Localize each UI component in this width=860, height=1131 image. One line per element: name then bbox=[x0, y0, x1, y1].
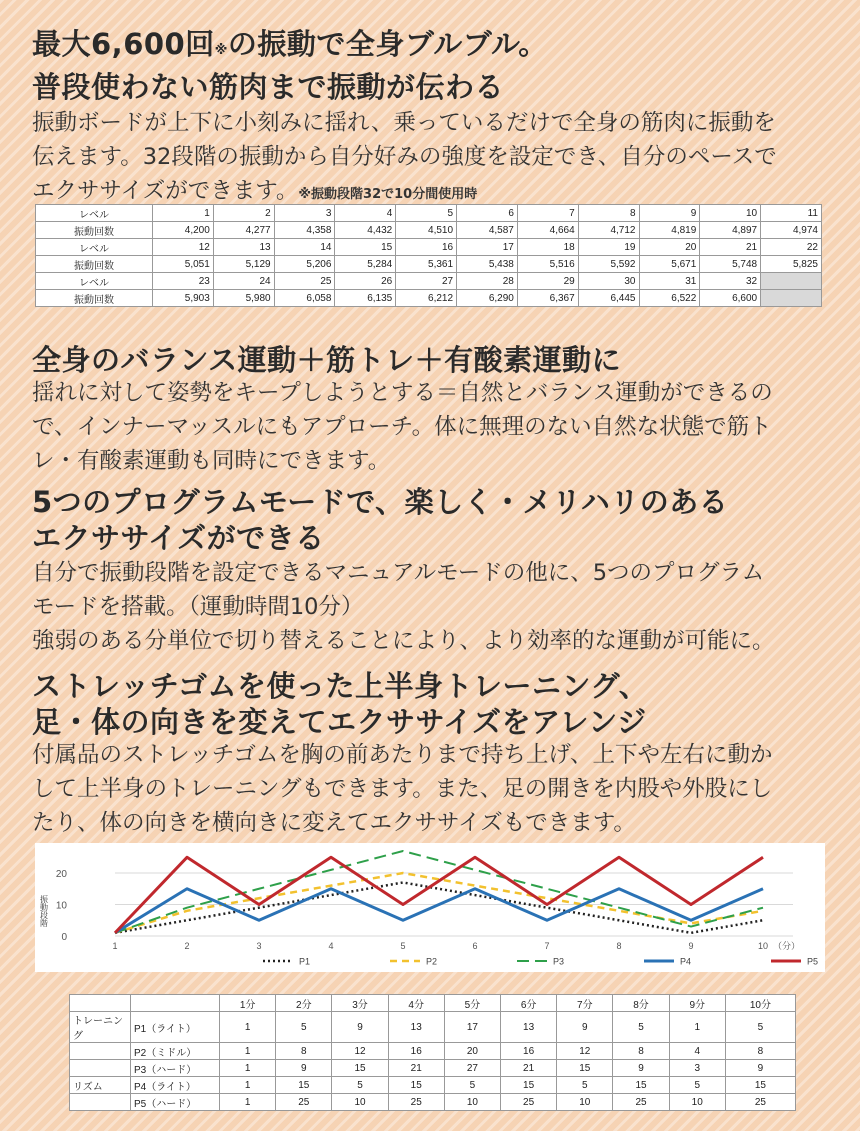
program-value: 21 bbox=[388, 1060, 444, 1077]
program-value: 15 bbox=[501, 1077, 557, 1094]
program-value: 9 bbox=[332, 1012, 388, 1043]
paragraph-balance: 揺れに対して姿勢をキープしようとする＝自然とバランス運動ができるの で、インナーマッスルにもアプローチ。体に無理のない自然な状態で筋ト レ・有酸素運動も同時にできます。 bbox=[32, 380, 773, 474]
level-table-cell: 31 bbox=[639, 273, 700, 290]
level-table-cell: 5,284 bbox=[335, 256, 396, 273]
chart-legend-label: P1 bbox=[299, 956, 311, 967]
level-table-cell: 5 bbox=[396, 205, 457, 222]
program-name: P3（ハード） bbox=[131, 1060, 220, 1077]
heading-stretch-line1: ストレッチゴムを使った上半身トレーニング、 bbox=[32, 669, 649, 703]
program-value: 12 bbox=[332, 1043, 388, 1060]
program-value: 9 bbox=[557, 1012, 613, 1043]
chart-legend-label: P4 bbox=[680, 956, 692, 967]
chart-series-line-p3 bbox=[115, 851, 763, 933]
heading-stretch-line2: 足・体の向きを変えてエクササイズをアレンジ bbox=[32, 705, 647, 739]
program-value: 21 bbox=[501, 1060, 557, 1077]
level-table-cell: 26 bbox=[335, 273, 396, 290]
level-table-row-label: レベル bbox=[36, 273, 153, 290]
level-table-cell: 6,522 bbox=[639, 290, 700, 307]
chart-legend-label: P2 bbox=[426, 956, 438, 967]
level-table-cell: 9 bbox=[639, 205, 700, 222]
program-category bbox=[70, 1094, 131, 1111]
level-table-cell: 20 bbox=[639, 239, 700, 256]
program-category: トレーニング bbox=[70, 1012, 131, 1043]
level-table-cell: 4,664 bbox=[517, 222, 578, 239]
level-table-cell bbox=[761, 273, 822, 290]
chart-series-line-p4 bbox=[115, 889, 763, 933]
chart-legend-label: P5 bbox=[807, 956, 819, 967]
level-table-row bbox=[36, 222, 822, 239]
chart-legend-label: P3 bbox=[553, 956, 565, 967]
chart-y-tick-label: 0 bbox=[61, 932, 67, 943]
program-value: 15 bbox=[276, 1077, 332, 1094]
vibration-level-table bbox=[35, 204, 822, 307]
program-name: P4（ライト） bbox=[131, 1077, 220, 1094]
section-vibration bbox=[32, 26, 832, 105]
level-table-cell: 15 bbox=[335, 239, 396, 256]
chart-x-tick-label: 5 bbox=[400, 941, 406, 951]
chart-x-tick-label: 9 bbox=[688, 941, 694, 951]
level-table-cell: 5,903 bbox=[153, 290, 214, 307]
level-table-cell: 12 bbox=[153, 239, 214, 256]
heading-program-line2: エクササイズができる bbox=[32, 521, 325, 555]
level-table-cell: 19 bbox=[578, 239, 639, 256]
level-table-cell: 7 bbox=[517, 205, 578, 222]
level-table-cell: 6,135 bbox=[335, 290, 396, 307]
level-table-row bbox=[36, 239, 822, 256]
program-table-minute: 5分 bbox=[444, 995, 500, 1012]
program-value: 15 bbox=[388, 1077, 444, 1094]
program-value: 1 bbox=[669, 1012, 725, 1043]
program-table-minute: 1分 bbox=[220, 995, 276, 1012]
chart-y-tick-label: 20 bbox=[55, 869, 67, 881]
level-table-cell: 5,980 bbox=[213, 290, 274, 307]
level-table-cell bbox=[761, 290, 822, 307]
level-table-cell: 5,671 bbox=[639, 256, 700, 273]
program-table-row bbox=[70, 1094, 796, 1111]
program-table-minute: 4分 bbox=[388, 995, 444, 1012]
program-value: 17 bbox=[444, 1012, 500, 1043]
level-table-row bbox=[36, 273, 822, 290]
level-table-cell: 22 bbox=[761, 239, 822, 256]
program-value: 15 bbox=[613, 1077, 669, 1094]
level-table-cell: 6,600 bbox=[700, 290, 761, 307]
program-value: 5 bbox=[444, 1077, 500, 1094]
level-table-cell: 24 bbox=[213, 273, 274, 290]
program-value: 10 bbox=[444, 1094, 500, 1111]
level-table-cell: 4,277 bbox=[213, 222, 274, 239]
program-value: 15 bbox=[725, 1077, 795, 1094]
level-table-cell: 16 bbox=[396, 239, 457, 256]
heading-vibration-line2: 普段使わない筋肉まで振動が伝わる bbox=[32, 70, 505, 104]
chart-y-tick-label: 10 bbox=[55, 900, 67, 912]
section-program bbox=[32, 484, 832, 556]
level-table-row bbox=[36, 290, 822, 307]
level-table-cell: 6,212 bbox=[396, 290, 457, 307]
level-table-cell: 10 bbox=[700, 205, 761, 222]
level-table-cell: 5,206 bbox=[274, 256, 335, 273]
program-table bbox=[69, 994, 796, 1111]
level-table-cell: 4,897 bbox=[700, 222, 761, 239]
level-table-cell: 25 bbox=[274, 273, 335, 290]
level-table-row-label: 振動回数 bbox=[36, 222, 153, 239]
program-table-minute: 7分 bbox=[557, 995, 613, 1012]
chart-y-axis-label: 振動段階 bbox=[39, 895, 49, 927]
program-value: 13 bbox=[501, 1012, 557, 1043]
program-value: 10 bbox=[557, 1094, 613, 1111]
level-table-cell: 5,516 bbox=[517, 256, 578, 273]
program-table-minute: 8分 bbox=[613, 995, 669, 1012]
program-name: P2（ミドル） bbox=[131, 1043, 220, 1060]
chart-series-line-p5 bbox=[115, 857, 763, 933]
program-value: 1 bbox=[220, 1077, 276, 1094]
program-table-header bbox=[70, 995, 796, 1012]
program-value: 16 bbox=[388, 1043, 444, 1060]
level-table-cell: 4,432 bbox=[335, 222, 396, 239]
section-stretch bbox=[32, 668, 832, 740]
program-value: 5 bbox=[669, 1077, 725, 1094]
level-table-cell: 4,200 bbox=[153, 222, 214, 239]
level-table-cell: 27 bbox=[396, 273, 457, 290]
program-value: 8 bbox=[276, 1043, 332, 1060]
level-table-cell: 30 bbox=[578, 273, 639, 290]
level-table-cell: 1 bbox=[153, 205, 214, 222]
level-table-cell: 6,445 bbox=[578, 290, 639, 307]
program-table-row bbox=[70, 1043, 796, 1060]
program-value: 12 bbox=[557, 1043, 613, 1060]
level-table-cell: 18 bbox=[517, 239, 578, 256]
program-table-minute: 2分 bbox=[276, 995, 332, 1012]
program-value: 25 bbox=[276, 1094, 332, 1111]
level-table-cell: 5,748 bbox=[700, 256, 761, 273]
program-value: 1 bbox=[220, 1094, 276, 1111]
level-table-cell: 13 bbox=[213, 239, 274, 256]
program-value: 5 bbox=[725, 1012, 795, 1043]
chart-x-tick-label: 7 bbox=[544, 941, 550, 951]
level-table-cell: 5,361 bbox=[396, 256, 457, 273]
level-table-cell: 17 bbox=[457, 239, 518, 256]
chart-x-tick-label: 10 bbox=[757, 941, 769, 951]
level-table-cell: 4,819 bbox=[639, 222, 700, 239]
level-table-row bbox=[36, 205, 822, 222]
program-value: 16 bbox=[501, 1043, 557, 1060]
chart-x-tick-label: 6 bbox=[472, 941, 478, 951]
level-table-cell: 11 bbox=[761, 205, 822, 222]
level-table-cell: 28 bbox=[457, 273, 518, 290]
program-value: 9 bbox=[276, 1060, 332, 1077]
level-table-cell: 2 bbox=[213, 205, 274, 222]
level-table-cell: 4,587 bbox=[457, 222, 518, 239]
level-table-cell: 6 bbox=[457, 205, 518, 222]
section-balance bbox=[32, 342, 832, 378]
level-table-row-label: レベル bbox=[36, 205, 153, 222]
program-value: 9 bbox=[613, 1060, 669, 1077]
level-table-cell: 6,367 bbox=[517, 290, 578, 307]
level-table-row-label: 振動回数 bbox=[36, 290, 153, 307]
program-value: 15 bbox=[332, 1060, 388, 1077]
chart-x-tick-label: 3 bbox=[256, 941, 262, 951]
heading-vibration-line1: 最大6,600回※の振動で全身ブルブル。 bbox=[32, 27, 548, 61]
program-value: 8 bbox=[725, 1043, 795, 1060]
program-value: 1 bbox=[220, 1060, 276, 1077]
footnote: ※振動段階32で10分間使用時 bbox=[298, 187, 478, 202]
program-category: リズム bbox=[70, 1077, 131, 1094]
chart-x-tick-label: 2 bbox=[184, 941, 190, 951]
program-table-minute: 9分 bbox=[669, 995, 725, 1012]
program-table-blank bbox=[131, 995, 220, 1012]
program-value: 1 bbox=[220, 1043, 276, 1060]
program-value: 4 bbox=[669, 1043, 725, 1060]
program-value: 25 bbox=[725, 1094, 795, 1111]
level-table-cell: 4,712 bbox=[578, 222, 639, 239]
program-value: 8 bbox=[613, 1043, 669, 1060]
level-table-cell: 4,974 bbox=[761, 222, 822, 239]
program-table-minute: 3分 bbox=[332, 995, 388, 1012]
program-value: 20 bbox=[444, 1043, 500, 1060]
level-table-cell: 6,290 bbox=[457, 290, 518, 307]
program-value: 5 bbox=[276, 1012, 332, 1043]
level-table-cell: 14 bbox=[274, 239, 335, 256]
level-table-cell: 5,592 bbox=[578, 256, 639, 273]
level-table-cell: 32 bbox=[700, 273, 761, 290]
level-table-cell: 5,438 bbox=[457, 256, 518, 273]
program-value: 5 bbox=[613, 1012, 669, 1043]
level-table-cell: 4 bbox=[335, 205, 396, 222]
level-table-cell: 6,058 bbox=[274, 290, 335, 307]
level-table-cell: 21 bbox=[700, 239, 761, 256]
program-chart bbox=[35, 843, 825, 972]
paragraph-program: 自分で振動段階を設定できるマニュアルモードの他に、5つのプログラム モードを搭載。（運動時間10分） 強弱のある分単位で切り替えることにより、より効率的な運動が可能に。 bbox=[32, 560, 775, 654]
level-table-row bbox=[36, 256, 822, 273]
level-table-cell: 5,051 bbox=[153, 256, 214, 273]
program-value: 25 bbox=[388, 1094, 444, 1111]
heading-balance: 全身のバランス運動＋筋トレ＋有酸素運動に bbox=[32, 343, 622, 377]
program-value: 9 bbox=[725, 1060, 795, 1077]
program-table-row bbox=[70, 1012, 796, 1043]
program-value: 1 bbox=[220, 1012, 276, 1043]
level-table-cell: 3 bbox=[274, 205, 335, 222]
level-table-row-label: レベル bbox=[36, 239, 153, 256]
chart-x-unit-label: （分） bbox=[773, 942, 801, 952]
heading-program-line1: 5つのプログラムモードで、楽しく・メリハリのある bbox=[32, 485, 729, 519]
program-category bbox=[70, 1060, 131, 1077]
program-chart-svg bbox=[35, 843, 825, 972]
program-value: 13 bbox=[388, 1012, 444, 1043]
program-value: 25 bbox=[501, 1094, 557, 1111]
chart-x-tick-label: 8 bbox=[616, 941, 622, 951]
program-table-minute: 6分 bbox=[501, 995, 557, 1012]
program-name: P5（ハード） bbox=[131, 1094, 220, 1111]
chart-x-tick-label: 1 bbox=[112, 941, 118, 951]
level-table-cell: 5,129 bbox=[213, 256, 274, 273]
program-value: 10 bbox=[669, 1094, 725, 1111]
program-category bbox=[70, 1043, 131, 1060]
program-value: 15 bbox=[557, 1060, 613, 1077]
level-table-cell: 23 bbox=[153, 273, 214, 290]
paragraph-stretch: 付属品のストレッチゴムを胸の前あたりまで持ち上げ、上下や左右に動か して上半身のトレーニングもできます。また、足の開きを内股や外股にし たり、体の向きを横向きに変えてエクササイズもできます。 bbox=[32, 742, 773, 836]
program-value: 5 bbox=[557, 1077, 613, 1094]
program-table-row bbox=[70, 1077, 796, 1094]
program-value: 25 bbox=[613, 1094, 669, 1111]
program-value: 3 bbox=[669, 1060, 725, 1077]
program-table-minute: 10分 bbox=[725, 995, 795, 1012]
program-value: 5 bbox=[332, 1077, 388, 1094]
paragraph-vibration: 振動ボードが上下に小刻みに揺れ、乗っているだけで全身の筋肉に振動を 伝えます。32段階の振動から自分好みの強度を設定でき、自分のペースで エクササイズができます。※振動段階32で10分間使用時 bbox=[32, 110, 777, 204]
program-table-row bbox=[70, 1060, 796, 1077]
program-value: 27 bbox=[444, 1060, 500, 1077]
program-table-blank bbox=[70, 995, 131, 1012]
level-table-row-label: 振動回数 bbox=[36, 256, 153, 273]
level-table-cell: 29 bbox=[517, 273, 578, 290]
program-name: P1（ライト） bbox=[131, 1012, 220, 1043]
chart-x-tick-label: 4 bbox=[328, 941, 334, 951]
level-table-cell: 4,510 bbox=[396, 222, 457, 239]
level-table-cell: 8 bbox=[578, 205, 639, 222]
level-table-cell: 5,825 bbox=[761, 256, 822, 273]
program-value: 10 bbox=[332, 1094, 388, 1111]
level-table-cell: 4,358 bbox=[274, 222, 335, 239]
